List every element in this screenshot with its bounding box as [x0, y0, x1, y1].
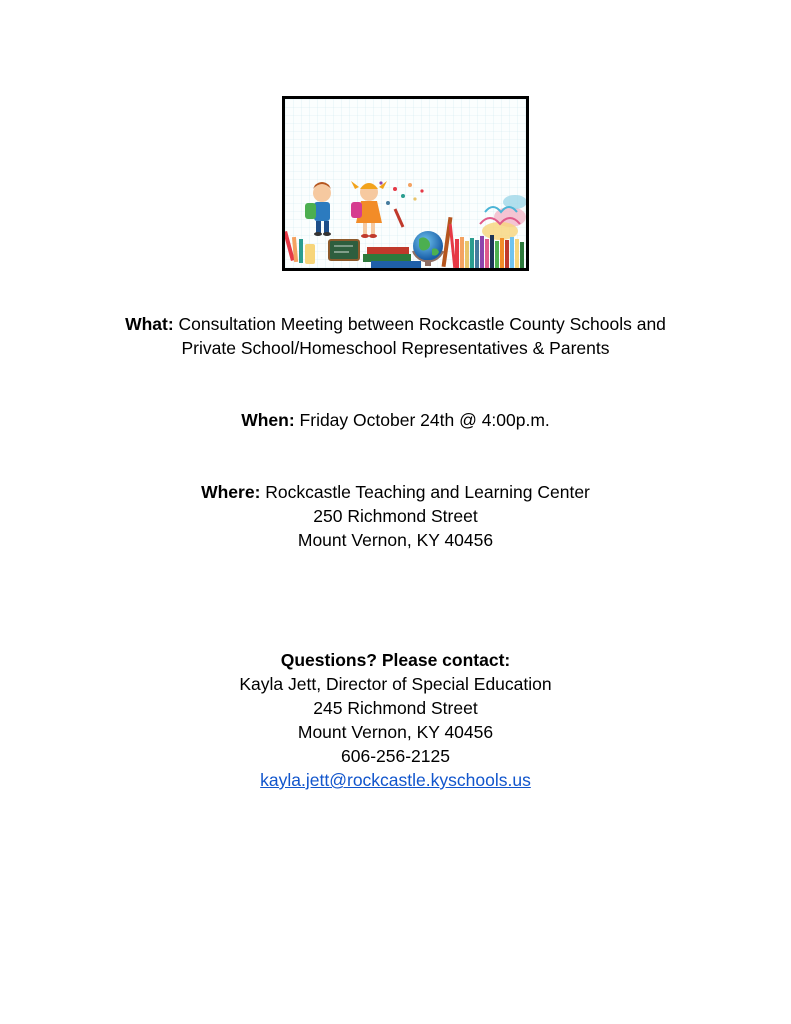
school-clipart-illustration — [285, 99, 526, 268]
where-label: Where: — [201, 482, 261, 502]
contact-street: 245 Richmond Street — [313, 698, 478, 718]
contact-email-link[interactable]: kayla.jett@rockcastle.kyschools.us — [260, 770, 531, 790]
when-line — [0, 408, 791, 432]
where-section — [0, 480, 791, 552]
when-label: When: — [241, 410, 295, 430]
where-venue: Rockcastle Teaching and Learning Center — [265, 482, 590, 502]
what-section — [0, 312, 791, 360]
contact-section — [0, 648, 791, 792]
where-line-1 — [0, 480, 791, 504]
school-clipart-image — [282, 96, 529, 271]
contact-email-line — [0, 768, 791, 792]
where-city: Mount Vernon, KY 40456 — [297, 530, 494, 550]
contact-name-title: Kayla Jett, Director of Special Education — [239, 674, 552, 694]
contact-heading: Questions? Please contact: — [280, 650, 511, 670]
when-section — [0, 408, 791, 432]
contact-phone: 606-256-2125 — [341, 746, 450, 766]
chalkboard — [329, 240, 359, 260]
when-text: Friday October 24th @ 4:00p.m. — [299, 410, 550, 430]
what-label: What: — [125, 314, 174, 334]
what-text-line-2: Private School/Homeschool Representatives & Parents — [181, 338, 610, 358]
where-street: 250 Richmond Street — [313, 506, 478, 526]
what-line-1 — [0, 312, 791, 336]
contact-city: Mount Vernon, KY 40456 — [297, 722, 494, 742]
what-text-line-1: Consultation Meeting between Rockcastle County Schools and — [178, 314, 666, 334]
